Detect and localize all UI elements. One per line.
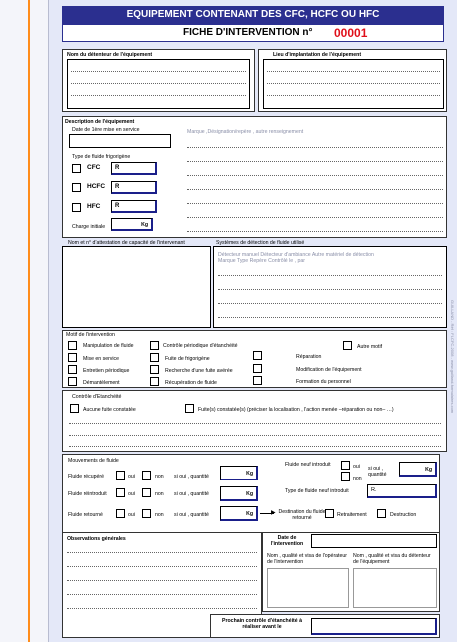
new-fluid-type-input[interactable]: R. xyxy=(367,484,437,498)
cfc-checkbox[interactable] xyxy=(72,164,81,173)
leak-check-section xyxy=(62,390,447,452)
next-check-field[interactable] xyxy=(311,618,437,635)
training-checkbox[interactable] xyxy=(253,376,262,385)
reintroduced-qty-label: si oui , quantité xyxy=(174,491,209,497)
new-fluid-yes-checkbox[interactable] xyxy=(341,461,350,470)
new-fluid-label: Fluide neuf introduit xyxy=(285,462,331,468)
cfc-r-input[interactable]: R xyxy=(111,162,157,175)
maintenance-checkbox[interactable] xyxy=(68,365,77,374)
reprocessing-checkbox[interactable] xyxy=(325,509,334,518)
operator-signature-field[interactable] xyxy=(267,568,349,608)
commissioning-label: Mise en service xyxy=(83,356,120,362)
reintroduced-qty-unit: Kg xyxy=(246,491,253,497)
side-reference-text: GUILLAND - Réf : FI-CFC-2008 - www.guilland-formulaires.com xyxy=(450,300,455,414)
reason-title: Motif de l'intervention xyxy=(66,332,115,338)
detection-label: Systèmes de détection de fluide utilisé xyxy=(216,240,305,246)
date-first-use-field[interactable] xyxy=(69,134,171,148)
hcfc-r-input[interactable]: R xyxy=(111,181,157,194)
page-left-edge xyxy=(0,0,48,642)
new-fluid-no-label: non xyxy=(353,476,362,482)
dismantling-label: Démantèlement xyxy=(83,380,120,386)
fluid-movements-title: Mouvements de fluide xyxy=(68,458,119,464)
recovered-qty-input[interactable] xyxy=(220,466,258,481)
returned-qty-unit: Kg xyxy=(246,511,253,517)
form-title: EQUIPEMENT CONTENANT DES CFC, HCFC OU HFC xyxy=(62,6,444,24)
form-subtitle-bar xyxy=(62,24,444,42)
destruction-label: Destruction xyxy=(390,512,417,518)
reprocessing-label: Retraitement xyxy=(337,512,367,518)
fluid-type-label: Type de fluide frigorigène xyxy=(72,154,131,160)
reintroduced-qty-input[interactable] xyxy=(220,486,258,501)
holder-field[interactable] xyxy=(67,59,250,109)
fluid-recovery-checkbox[interactable] xyxy=(150,377,159,386)
recovered-no-checkbox[interactable] xyxy=(142,471,151,480)
refrigerant-leak-label: Fuite de frigorigène xyxy=(165,356,210,362)
holder-label: Nom du détenteur de l'équipement xyxy=(67,52,153,58)
new-fluid-no-checkbox[interactable] xyxy=(341,472,350,481)
form-number: 00001 xyxy=(334,26,368,40)
initial-charge-unit: Kg xyxy=(141,222,148,228)
brand-label: Marque ,Désignation/repère , autre renseignement xyxy=(187,129,304,135)
destruction-checkbox[interactable] xyxy=(377,509,386,518)
location-field[interactable] xyxy=(263,59,444,109)
signature-section xyxy=(262,532,440,612)
detection-line2: Marque Type Repère Contrôlé le , par xyxy=(218,258,305,264)
cfc-label: CFC xyxy=(87,164,101,171)
manipulation-checkbox[interactable] xyxy=(68,341,77,350)
hcfc-label: HCFC xyxy=(87,183,106,190)
fluid-recovery-label: Récupération de fluide xyxy=(165,380,217,386)
leak-search-label: Recherche d'une fuite avérée xyxy=(165,368,233,374)
holder-section xyxy=(62,49,255,112)
commissioning-checkbox[interactable] xyxy=(68,353,77,362)
location-label: Lieu d'implantation de l'équipement xyxy=(273,52,362,58)
equipment-title: Description de l'équipement xyxy=(65,119,135,125)
leak-found-checkbox[interactable] xyxy=(185,404,194,413)
new-fluid-type-label: Type de fluide neuf introduit xyxy=(285,488,349,494)
next-check-section xyxy=(210,614,440,638)
holder-signature-field[interactable] xyxy=(353,568,437,608)
next-check-label: Prochain contrôle d'étanchéité à réaliser avant le xyxy=(222,618,302,630)
other-reason-label: Autre motif xyxy=(357,344,383,350)
reintroduced-yes-checkbox[interactable] xyxy=(116,488,125,497)
attestation-label: Nom et n° d'attestation de capacité de l'intervenant xyxy=(68,240,185,246)
modification-label: Modification de l'équipement xyxy=(296,367,362,373)
returned-label: Fluide retourné xyxy=(68,512,103,518)
refrigerant-leak-checkbox[interactable] xyxy=(150,353,159,362)
destination-label: Destination du fluide retourné xyxy=(278,509,326,521)
no-leak-checkbox[interactable] xyxy=(70,404,79,413)
returned-yes-label: oui xyxy=(128,512,135,518)
leak-found-label: Fuite(s) constatée(s) (préciser la localisation , l'action menée –réparation ou non– …) xyxy=(198,407,394,413)
periodic-control-label: Contrôle périodique d'étanchéité xyxy=(163,343,238,349)
hfc-label: HFC xyxy=(87,203,101,210)
recovered-qty-label: si oui , quantité xyxy=(174,474,209,480)
new-fluid-qty-label: si oui , quantité xyxy=(368,466,387,478)
leak-search-checkbox[interactable] xyxy=(150,365,159,374)
new-fluid-yes-label: oui xyxy=(353,464,360,470)
recovered-yes-label: oui xyxy=(128,474,135,480)
reason-section xyxy=(62,330,447,388)
reintroduced-yes-label: oui xyxy=(128,491,135,497)
returned-no-label: non xyxy=(155,512,164,518)
repair-checkbox[interactable] xyxy=(253,351,262,360)
periodic-control-checkbox[interactable] xyxy=(150,341,159,350)
new-fluid-qty-input[interactable] xyxy=(399,462,437,477)
form-header xyxy=(62,6,444,42)
initial-charge-label: Charge initiale xyxy=(72,224,106,230)
leak-check-title: Contrôle d'Etanchéité xyxy=(72,394,122,400)
detection-line1: Détecteur manuel Détecteur d'ambiance Autre matériel de détection xyxy=(218,252,374,258)
attestation-field[interactable] xyxy=(62,246,211,328)
recovered-yes-checkbox[interactable] xyxy=(116,471,125,480)
page-left-border xyxy=(48,0,49,642)
arrow-head-icon: ▶ xyxy=(271,510,276,516)
maintenance-label: Entretien périodique xyxy=(83,368,130,374)
other-reason-checkbox[interactable] xyxy=(343,341,352,350)
equipment-section xyxy=(62,116,447,238)
no-leak-label: Aucune fuite constatée xyxy=(83,407,136,413)
returned-yes-checkbox[interactable] xyxy=(116,509,125,518)
modification-checkbox[interactable] xyxy=(253,364,262,373)
observations-title: Observations générales xyxy=(67,536,126,542)
training-label: Formation du personnel xyxy=(296,379,351,385)
intervention-date-label: Date de l'intervention xyxy=(270,535,304,547)
manipulation-label: Manipulation de fluide xyxy=(83,343,134,349)
hfc-checkbox[interactable] xyxy=(72,203,81,212)
reintroduced-no-label: non xyxy=(155,491,164,497)
repair-label: Réparation xyxy=(296,354,322,360)
new-fluid-qty-unit: Kg xyxy=(425,467,432,473)
form-subtitle: FICHE D'INTERVENTION n° xyxy=(183,27,313,38)
returned-no-checkbox[interactable] xyxy=(142,509,151,518)
operator-signature-label: Nom , qualité et visa de l'opérateur de l'intervention xyxy=(267,553,347,565)
initial-charge-field[interactable] xyxy=(111,218,153,231)
location-section xyxy=(258,49,447,112)
reintroduced-label: Fluide réintroduit xyxy=(68,491,107,497)
intervention-date-field[interactable] xyxy=(311,534,437,548)
hfc-r-input[interactable]: R xyxy=(111,200,157,213)
detection-field[interactable] xyxy=(213,246,447,328)
recovered-qty-unit: Kg xyxy=(246,471,253,477)
holder-signature-label: Nom , qualité et visa du détenteur de l'équipement xyxy=(353,553,431,565)
hcfc-checkbox[interactable] xyxy=(72,183,81,192)
dismantling-checkbox[interactable] xyxy=(68,377,77,386)
returned-qty-label: si oui , quantité xyxy=(174,512,209,518)
date-first-use-label: Date de 1ère mise en service xyxy=(72,127,140,133)
recovered-no-label: non xyxy=(155,474,164,480)
page-left-accent xyxy=(28,0,30,642)
returned-qty-input[interactable] xyxy=(220,506,258,521)
reintroduced-no-checkbox[interactable] xyxy=(142,488,151,497)
recovered-label: Fluide récupéré xyxy=(68,474,105,480)
